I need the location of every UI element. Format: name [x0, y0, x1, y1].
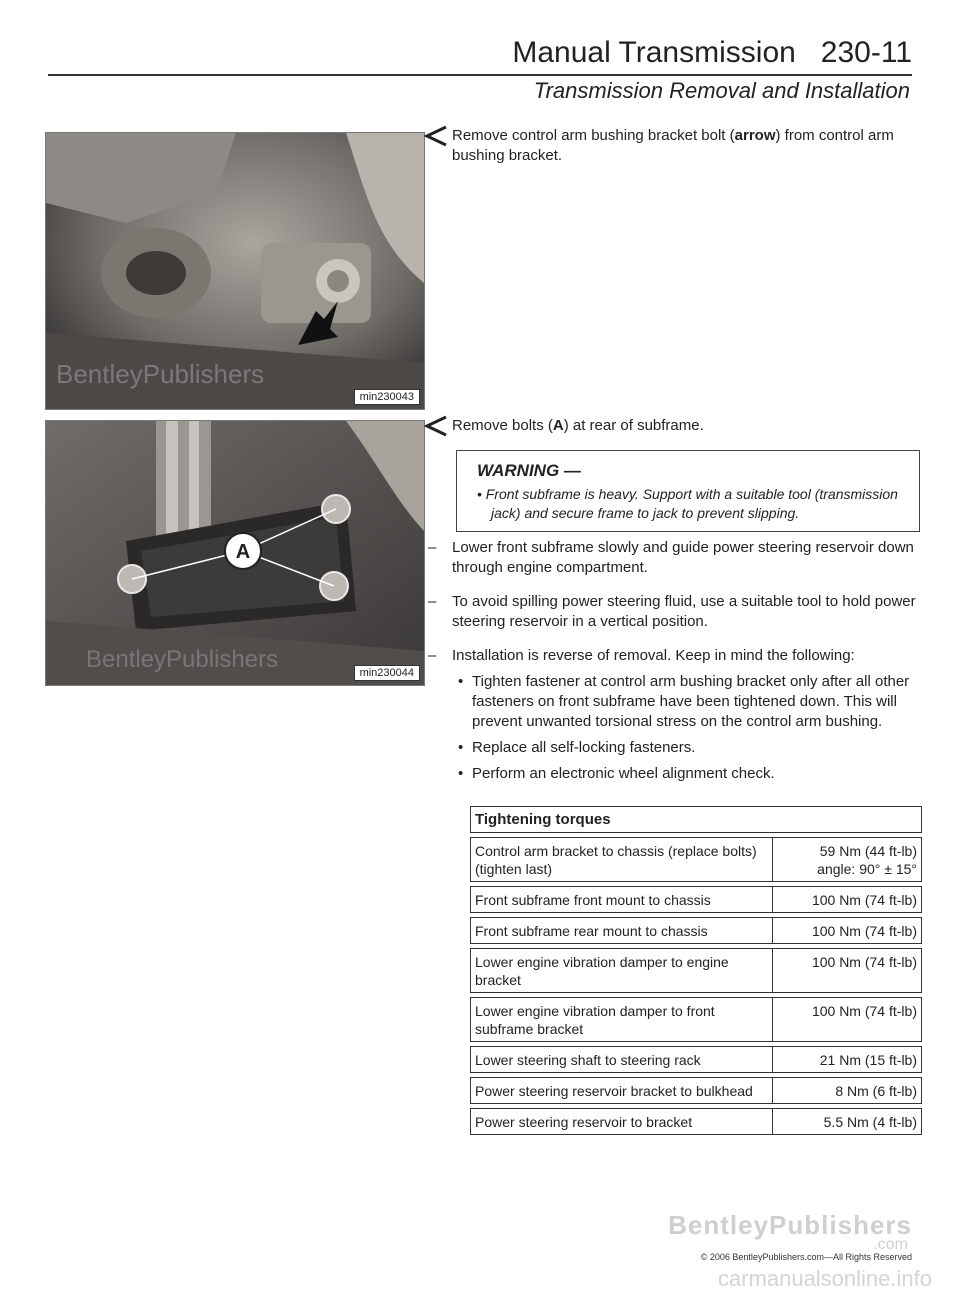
install-bullet: • Perform an electronic wheel alignment check. [452, 764, 922, 784]
table-row [471, 838, 922, 882]
section-subtitle: Transmission Removal and Installation [533, 78, 910, 103]
step4-text: To avoid spilling power steering fluid, use a suitable tool to hold power steering reservoir in a vertical position. [452, 593, 916, 630]
torque-item: Front subframe rear mount to chassis [471, 918, 773, 944]
torque-value [773, 838, 922, 882]
figure-pointer-icon [424, 125, 448, 147]
table-row [471, 1047, 922, 1073]
torque-table-title: Tightening torques [471, 807, 922, 833]
figure-id-2: min230044 [354, 665, 420, 681]
step-hold-reservoir [428, 592, 922, 632]
watermark-2: BentleyPublishers [86, 646, 279, 673]
warning-text: • Front subframe is heavy. Support with a suitable tool (transmission jack) and secure frame to jack to prevent slipping. [477, 486, 898, 521]
torque-value: 21 Nm (15 ft-lb) [773, 1047, 922, 1073]
torque-value-nm: 59 Nm (44 ft-lb) [819, 843, 917, 859]
site-watermark: carmanualsonline.info [717, 1266, 932, 1291]
watermark-1: BentleyPublishers [56, 359, 265, 389]
step1-text-post: ) from control arm bushing bracket. [452, 127, 894, 164]
table-row [471, 949, 922, 993]
step3-text: Lower front subframe slowly and guide power steering reservoir down through engine compartment. [452, 539, 914, 576]
dash-marker: – [428, 593, 437, 610]
table-row [471, 887, 922, 913]
torque-item: Lower engine vibration damper to front subframe bracket [471, 998, 773, 1042]
copyright-notice: © 2006 BentleyPublishers.com—All Rights Reserved [700, 1252, 912, 1262]
step-remove-rear-bolts [452, 416, 922, 436]
step2-text-post: ) at rear of subframe. [563, 417, 704, 434]
torque-value: 100 Nm (74 ft-lb) [773, 918, 922, 944]
table-row [471, 918, 922, 944]
dash-marker: – [428, 647, 437, 664]
table-row [471, 1109, 922, 1135]
table-row [471, 1078, 922, 1104]
tightening-torques-table [470, 806, 922, 1135]
page-title: Manual Transmission 230-11 [512, 36, 912, 69]
callout-a-label: A [235, 541, 251, 563]
torque-item: Power steering reservoir bracket to bulkhead [471, 1078, 773, 1104]
publisher-logo: BentleyPublishers [668, 1210, 912, 1240]
torque-value: 100 Nm (74 ft-lb) [773, 998, 922, 1042]
torque-item: Control arm bracket to chassis (replace bolts) (tighten last) [471, 838, 773, 882]
torque-value: 100 Nm (74 ft-lb) [773, 949, 922, 993]
torque-item: Power steering reservoir to bracket [471, 1109, 773, 1135]
step-installation [428, 646, 922, 784]
warning-box [456, 450, 920, 532]
figure-id-1: min230043 [354, 389, 420, 405]
step5-text: Installation is reverse of removal. Keep in mind the following: [452, 647, 855, 664]
torque-value: 100 Nm (74 ft-lb) [773, 887, 922, 913]
step-remove-bracket-bolt [452, 126, 922, 166]
step-lower-subframe [428, 538, 922, 578]
warning-bullet-text: Front subframe is heavy. Support with a suitable tool (transmission jack) and secure frame to jack to prevent slipping. [485, 486, 898, 521]
header-rule [48, 74, 912, 76]
step1-text-bold: arrow [734, 127, 776, 144]
torque-item: Front subframe front mount to chassis [471, 887, 773, 913]
photo-control-arm-bracket-image [46, 133, 424, 409]
torque-item: Lower engine vibration damper to engine bracket [471, 949, 773, 993]
torque-value: 8 Nm (6 ft-lb) [773, 1078, 922, 1104]
step1-text-pre: Remove control arm bushing bracket bolt ( [452, 127, 735, 144]
install-bullet: • Replace all self-locking fasteners. [452, 738, 922, 758]
photo-control-arm-bracket [45, 132, 425, 410]
install-bullet: • Tighten fastener at control arm bushing bracket only after all other fasteners on front subframe have been tightened down. This will prevent unwanted torsional stress on the control arm bushing. [452, 672, 922, 732]
figure-pointer-icon [424, 415, 448, 437]
torque-value: 5.5 Nm (4 ft-lb) [773, 1109, 922, 1135]
dash-marker: – [428, 539, 437, 556]
step2-text-bold: A [552, 417, 564, 434]
photo-subframe-rear-bolts-image [46, 421, 424, 685]
photo-subframe-rear-bolts [45, 420, 425, 686]
torque-item: Lower steering shaft to steering rack [471, 1047, 773, 1073]
table-row [471, 998, 922, 1042]
publisher-logo-sub: .com [873, 1236, 908, 1253]
torque-value-angle: angle: 90° ± 15° [817, 861, 917, 877]
warning-title: WARNING — [477, 461, 581, 480]
step2-text-pre: Remove bolts ( [452, 417, 553, 434]
